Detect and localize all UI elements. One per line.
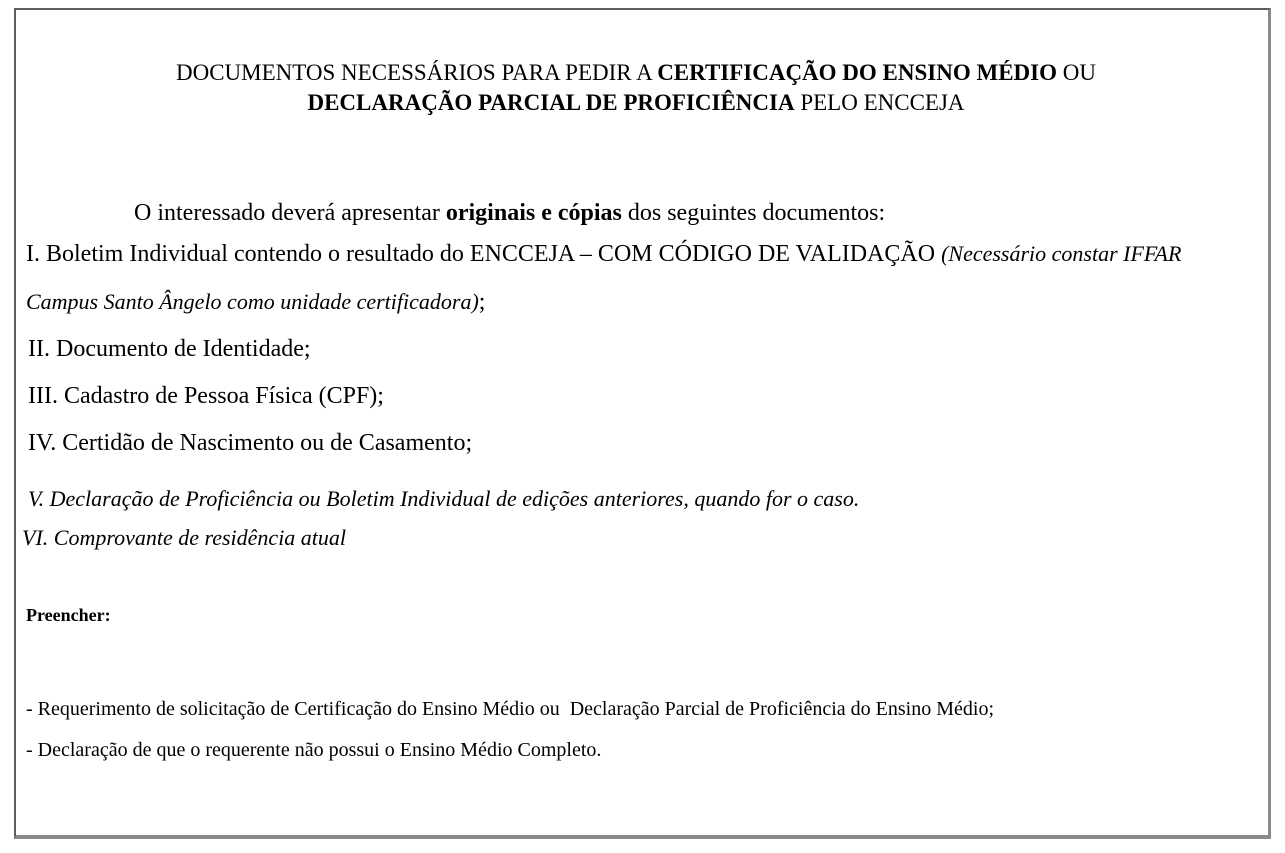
item-ii: II. Documento de Identidade;: [28, 336, 311, 362]
title-segment-bold-certification: CERTIFICAÇÃO DO ENSINO MÉDIO: [657, 60, 1058, 85]
forms-to-fill-list: [22, 689, 1250, 771]
preencher-heading: Preencher:: [26, 605, 111, 625]
intro-segment-tail: dos seguintes documentos:: [621, 200, 886, 226]
document-title: [22, 58, 1250, 118]
item-i-suffix: ;: [478, 289, 486, 315]
title-segment-encceja: PELO ENCCEJA: [794, 90, 965, 115]
intro-paragraph: [22, 196, 1250, 230]
fill-item-requerimento: - Requerimento de solicitação de Certificação do Ensino Médio ou Declaração Parcial de Proficiência do Ensino Médio;: [26, 698, 994, 720]
conditional-documents-list: [22, 479, 1250, 557]
fill-item-declaracao: - Declaração de que o requerente não possui o Ensino Médio Completo.: [26, 739, 602, 761]
item-i-text: I. Boletim Individual contendo o resultado do ENCCEJA – COM CÓDIGO DE VALIDAÇÃO: [26, 241, 942, 267]
item-vi: VI. Comprovante de residência atual: [22, 525, 347, 550]
intro-segment-bold: originais e cópias: [445, 200, 622, 226]
intro-segment-regular: O interessado deverá apresentar: [134, 200, 446, 226]
item-iv: IV. Certidão de Nascimento ou de Casamento;: [28, 430, 473, 456]
item-iii: III. Cadastro de Pessoa Física (CPF);: [28, 383, 384, 409]
title-segment-regular: DOCUMENTOS NECESSÁRIOS PARA PEDIR A: [175, 60, 658, 85]
item-v: V. Declaração de Proficiência ou Boletim Individual de edições anteriores, quando for o caso.: [28, 486, 860, 511]
document-page: [14, 8, 1271, 839]
required-documents-list: [22, 230, 1250, 467]
item-i-italic-note: (Necessário constar IFFAR Campus Santo Ângelo como unidade certificadora): [26, 241, 1182, 314]
item-i: [22, 230, 1250, 326]
title-segment-ou: OU: [1057, 60, 1096, 85]
title-segment-bold-declaration: DECLARAÇÃO PARCIAL DE PROFICIÊNCIA: [307, 90, 795, 115]
